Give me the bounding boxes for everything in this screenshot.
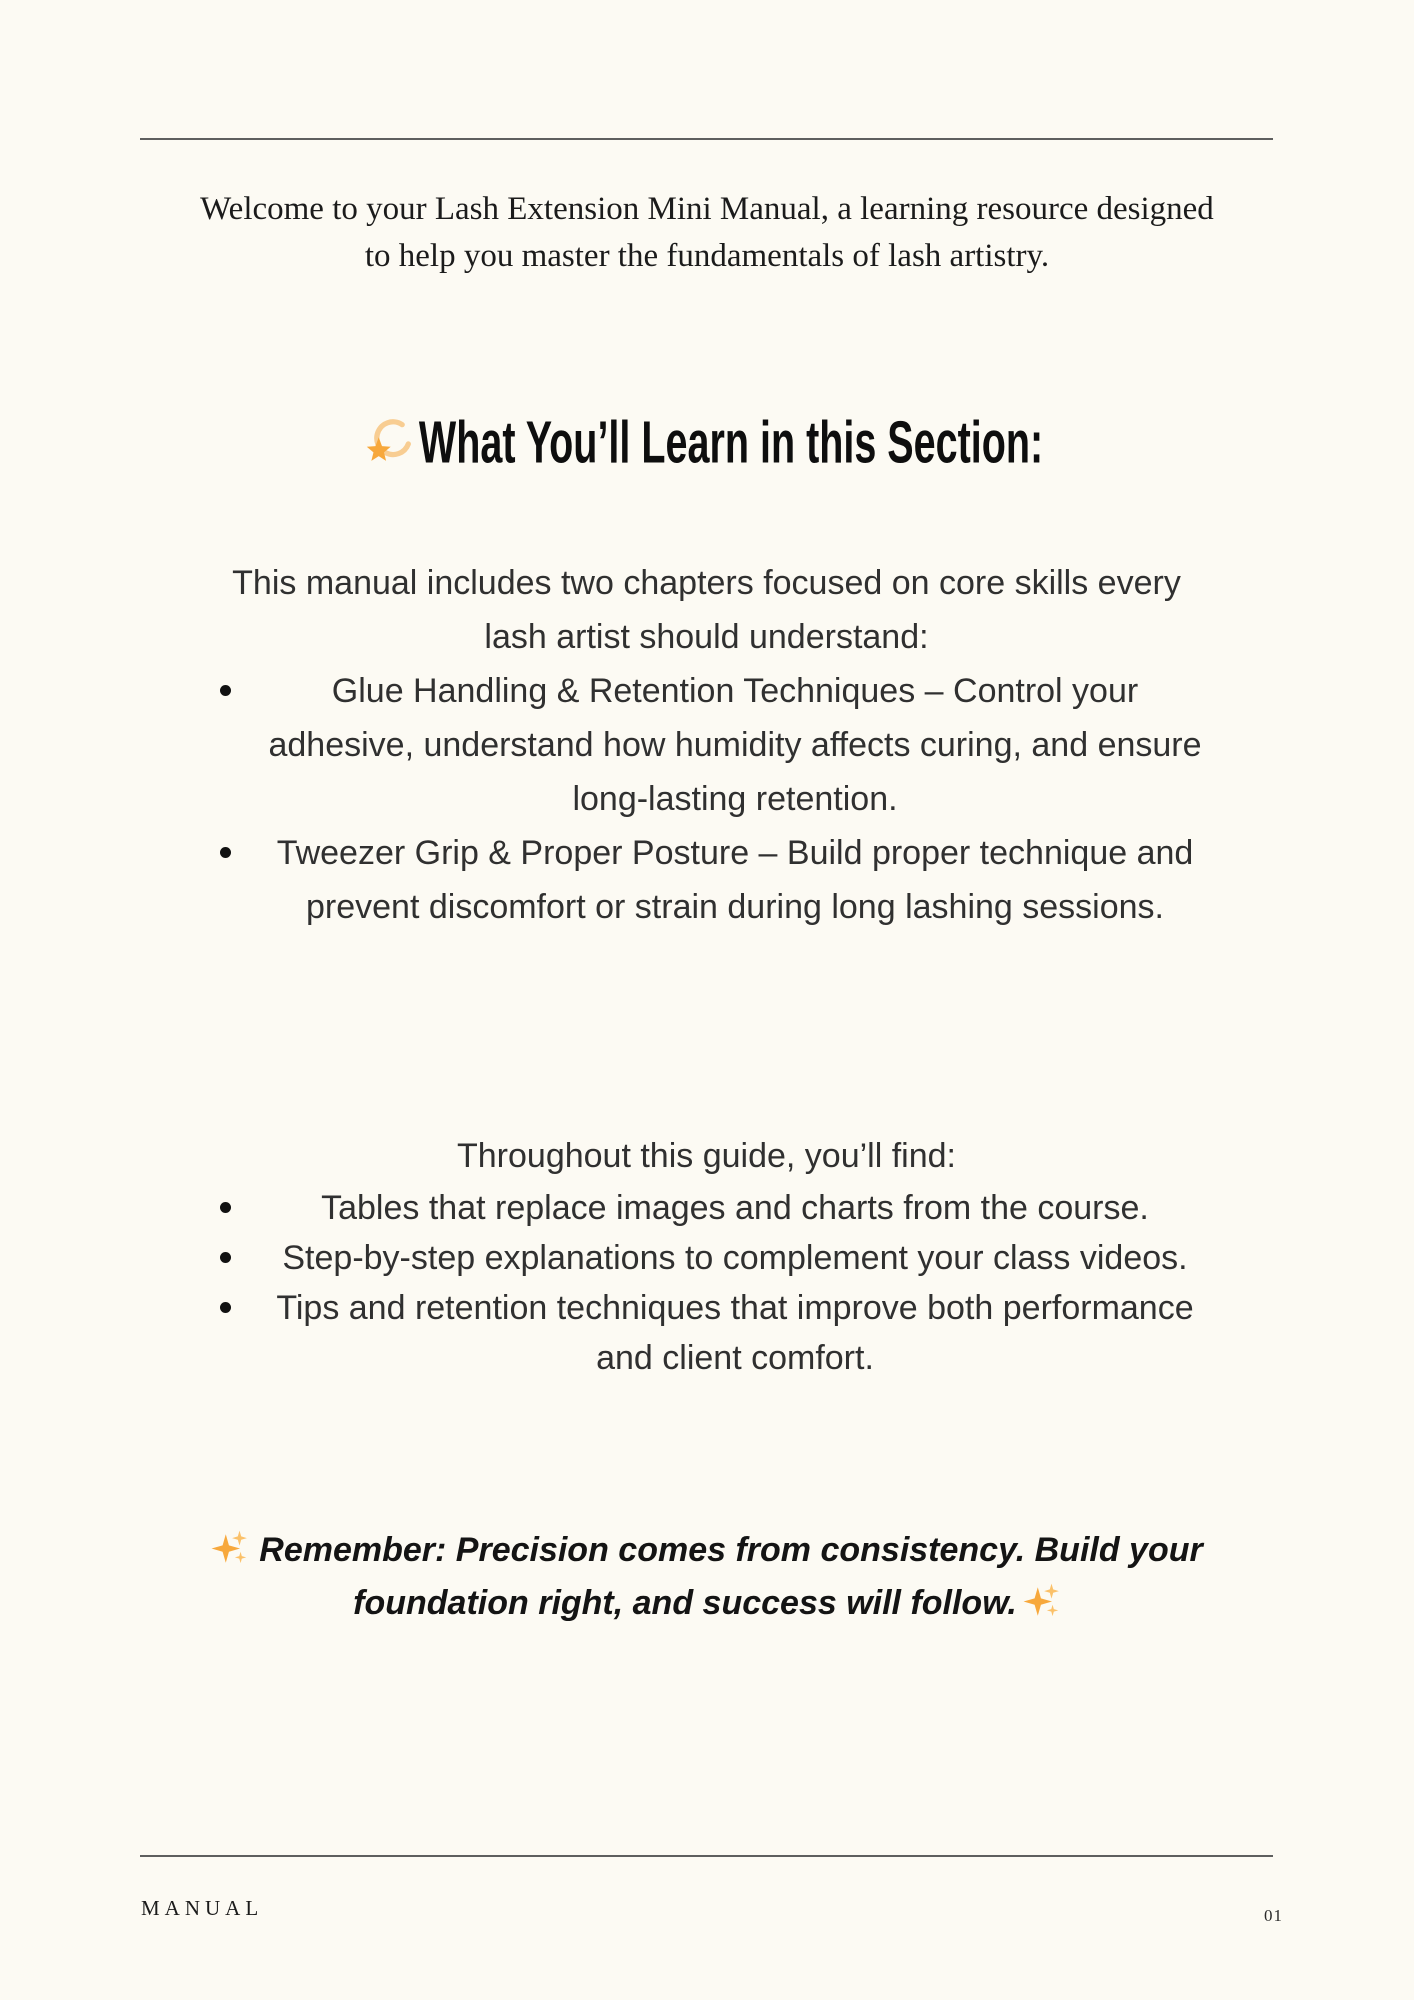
list-item-text: Tweezer Grip & Proper Posture – Build proper technique and prevent discomfort or strain during long lashing sessions.	[276, 834, 1194, 926]
guide-section	[140, 1129, 1273, 1383]
list-item-text: Glue Handling & Retention Techniques – Control your adhesive, understand how humidity affects curing, and ensure long-lasting retention.	[268, 672, 1202, 818]
page-number: 01	[1264, 1906, 1283, 1925]
footer-label: MANUAL	[141, 1896, 264, 1920]
bullet-dot	[220, 685, 231, 696]
reminder-note	[207, 1524, 1207, 1630]
overview-lead: This manual includes two chapters focused on core skills every lash artist should understand:	[232, 564, 1181, 656]
bullet-dot	[220, 1202, 231, 1213]
intro-paragraph: Welcome to your Lash Extension Mini Manual, a learning resource designed to help you master the fundamentals of lash artistry.	[200, 191, 1214, 274]
list-item	[140, 1183, 1273, 1233]
list-item	[140, 1283, 1273, 1383]
dizzy-star-icon	[364, 418, 414, 468]
list-item	[140, 826, 1273, 934]
overview-list	[140, 664, 1273, 934]
sparkles-icon	[1023, 1582, 1061, 1620]
bullet-dot	[220, 1302, 231, 1313]
bullet-dot	[220, 847, 231, 858]
list-item	[140, 1233, 1273, 1283]
top-rule	[140, 138, 1273, 140]
sparkles-icon	[211, 1529, 249, 1567]
guide-lead: Throughout this guide, you’ll find:	[457, 1137, 956, 1175]
bullet-dot	[220, 1252, 231, 1263]
list-item-text: Tables that replace images and charts from the course.	[321, 1189, 1149, 1227]
guide-list	[140, 1183, 1273, 1383]
reminder-text: Remember: Precision comes from consistency. Build your foundation right, and success will follow.	[259, 1531, 1203, 1622]
list-item-text: Tips and retention techniques that improve both performance and client comfort.	[276, 1289, 1194, 1377]
list-item	[140, 664, 1273, 826]
overview-section	[140, 556, 1273, 934]
section-heading: What You’ll Learn in this Section:	[418, 409, 1043, 477]
section-heading-row	[140, 409, 1273, 477]
section-heading-inner	[370, 409, 1043, 478]
footer-rule	[140, 1855, 1273, 1857]
list-item-text: Step-by-step explanations to complement your class videos.	[282, 1239, 1188, 1277]
